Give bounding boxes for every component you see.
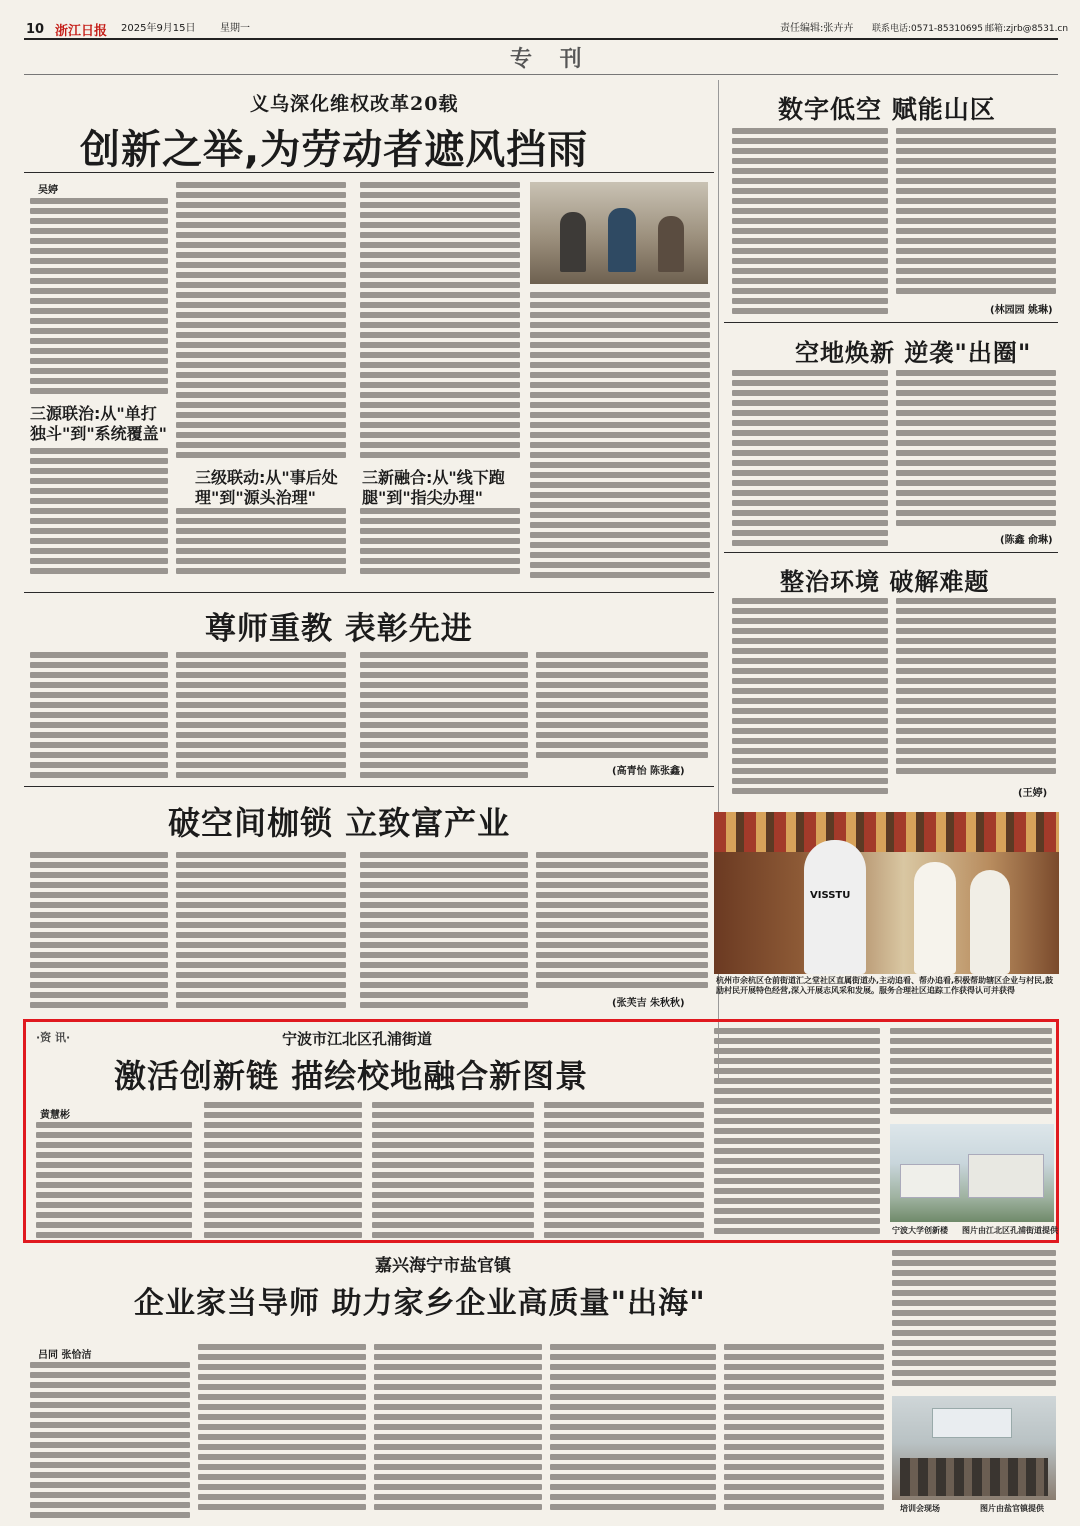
art7-col2 [198, 1344, 366, 1518]
art4-col2 [896, 598, 1056, 784]
art6-col2 [176, 852, 346, 1012]
art4-title: 整治环境 破解难题 [780, 568, 990, 596]
shirt-text: VISSTU [810, 890, 851, 901]
art6-col4 [536, 852, 708, 992]
feature-col2 [204, 1102, 362, 1238]
feature-col5 [714, 1028, 880, 1238]
art7-byline: 吕同 张恰洁 [38, 1350, 92, 1361]
art4-col1 [732, 598, 888, 798]
art2-col1 [732, 128, 888, 318]
contact-email: 邮箱:zjrb@8531.cn [985, 24, 1069, 34]
header-rule [24, 38, 1058, 40]
feature-byline: 黄慧彬 [40, 1110, 70, 1121]
art7-title: 企业家当导师 助力家乡企业高质量"出海" [134, 1286, 706, 1321]
feature-col4 [544, 1102, 704, 1238]
art2-rule [724, 322, 1058, 323]
photo-person [914, 862, 956, 974]
feature-col1 [36, 1122, 192, 1238]
store-photo-caption: 杭州市余杭区仓前街道汇之堂社区直属街道办,主动追看、帮办追看,积极帮助辖区企业与村民,鼓励村民开展特色经营,深入开展志风采和发展。服务合理社区追踪工作获得认可并获得 [716, 976, 1054, 995]
art5-col4 [536, 652, 708, 762]
campus-caption-left: 宁波大学创新楼 [892, 1226, 948, 1235]
art5-credit: (高青怡 陈张鑫) [612, 766, 685, 777]
feature-col6 [890, 1028, 1052, 1120]
art5-col3 [360, 652, 528, 780]
art1-col1b [30, 448, 168, 578]
art7-col4 [550, 1344, 716, 1518]
art2-credit: (林园园 姚琳) [990, 305, 1053, 316]
art1-subhead-3: 三新融合:从"线下跑腿"到"指尖办理" [362, 468, 505, 507]
art1-rule [24, 172, 714, 173]
art1-col4 [530, 292, 710, 582]
section-name: 专 刊 [510, 47, 592, 72]
photo-person [970, 870, 1010, 974]
issue-date: 2025年9月15日 [121, 23, 196, 34]
feature-title: 激活创新链 描绘校地融合新图景 [114, 1057, 589, 1095]
art6-credit: (张芙吉 朱秋秋) [612, 998, 685, 1009]
photo-screen [932, 1408, 1012, 1438]
contact-phone: 联系电话:0571-85310695 [872, 24, 983, 34]
art5-title: 尊师重教 表彰先进 [205, 611, 473, 647]
training-photo [892, 1396, 1056, 1500]
section-rule [24, 74, 1058, 75]
art6-col3 [360, 852, 528, 1012]
art1-col2b [176, 508, 346, 580]
photo-audience [900, 1458, 1048, 1496]
feature-col3 [372, 1102, 534, 1238]
art7-col5 [724, 1344, 884, 1518]
issue-weekday: 星期一 [220, 23, 250, 34]
editor-credit: 责任编辑:张卉卉 [780, 23, 854, 34]
art1-kicker: 义乌深化维权改革20载 [250, 93, 459, 115]
art5-col2 [176, 652, 346, 780]
photo-building [900, 1164, 960, 1198]
art7-col6 [892, 1250, 1056, 1390]
page-number: 10 [26, 22, 45, 37]
photo-person [560, 212, 586, 272]
art7-kicker: 嘉兴海宁市盐官镇 [375, 1256, 511, 1276]
art1-col1a [30, 198, 168, 398]
art1-byline: 吴婷 [38, 185, 58, 196]
art1-photo [530, 182, 708, 284]
art4-credit: (王婷) [1018, 788, 1048, 799]
training-caption-left: 培训会现场 [900, 1504, 940, 1513]
art6-rule-top [24, 786, 714, 787]
photo-person [804, 840, 866, 974]
campus-photo [890, 1124, 1054, 1222]
art1-subhead-2: 三级联动:从"事后处理"到"源头治理" [195, 468, 338, 507]
art7-col3 [374, 1344, 542, 1518]
feature-kicker: 宁波市江北区孔浦街道 [282, 1030, 433, 1048]
art2-col2 [896, 128, 1056, 302]
art3-credit: (陈鑫 俞琳) [1000, 535, 1053, 546]
art3-col2 [896, 370, 1056, 530]
art7-col1 [30, 1362, 190, 1518]
art3-rule [724, 552, 1058, 553]
photo-shelf [714, 812, 1059, 852]
art6-col1 [30, 852, 168, 1012]
feature-label: ·资 讯· [36, 1031, 71, 1044]
training-caption-right: 图片由盐官镇提供 [980, 1504, 1044, 1513]
art1-col3a [360, 182, 520, 462]
art2-title: 数字低空 赋能山区 [778, 95, 996, 124]
art1-subhead-1: 三源联治:从"单打独斗"到"系统覆盖" [30, 404, 168, 443]
store-photo [714, 812, 1059, 974]
art3-col1 [732, 370, 888, 550]
photo-building [968, 1154, 1044, 1198]
art1-col2a [176, 182, 346, 462]
masthead: 浙江日报 [55, 24, 108, 39]
art1-col3b [360, 508, 520, 580]
art5-rule-top [24, 592, 714, 593]
art6-title: 破空间枷锁 立致富产业 [168, 804, 511, 842]
photo-person [658, 216, 684, 272]
art5-col1 [30, 652, 168, 780]
art1-title: 创新之举,为劳动者遮风挡雨 [80, 127, 589, 173]
photo-person [608, 208, 636, 272]
campus-caption-right: 图片由江北区孔浦街道提供 [962, 1226, 1058, 1235]
art3-title: 空地焕新 逆袭"出圈" [795, 339, 1032, 367]
